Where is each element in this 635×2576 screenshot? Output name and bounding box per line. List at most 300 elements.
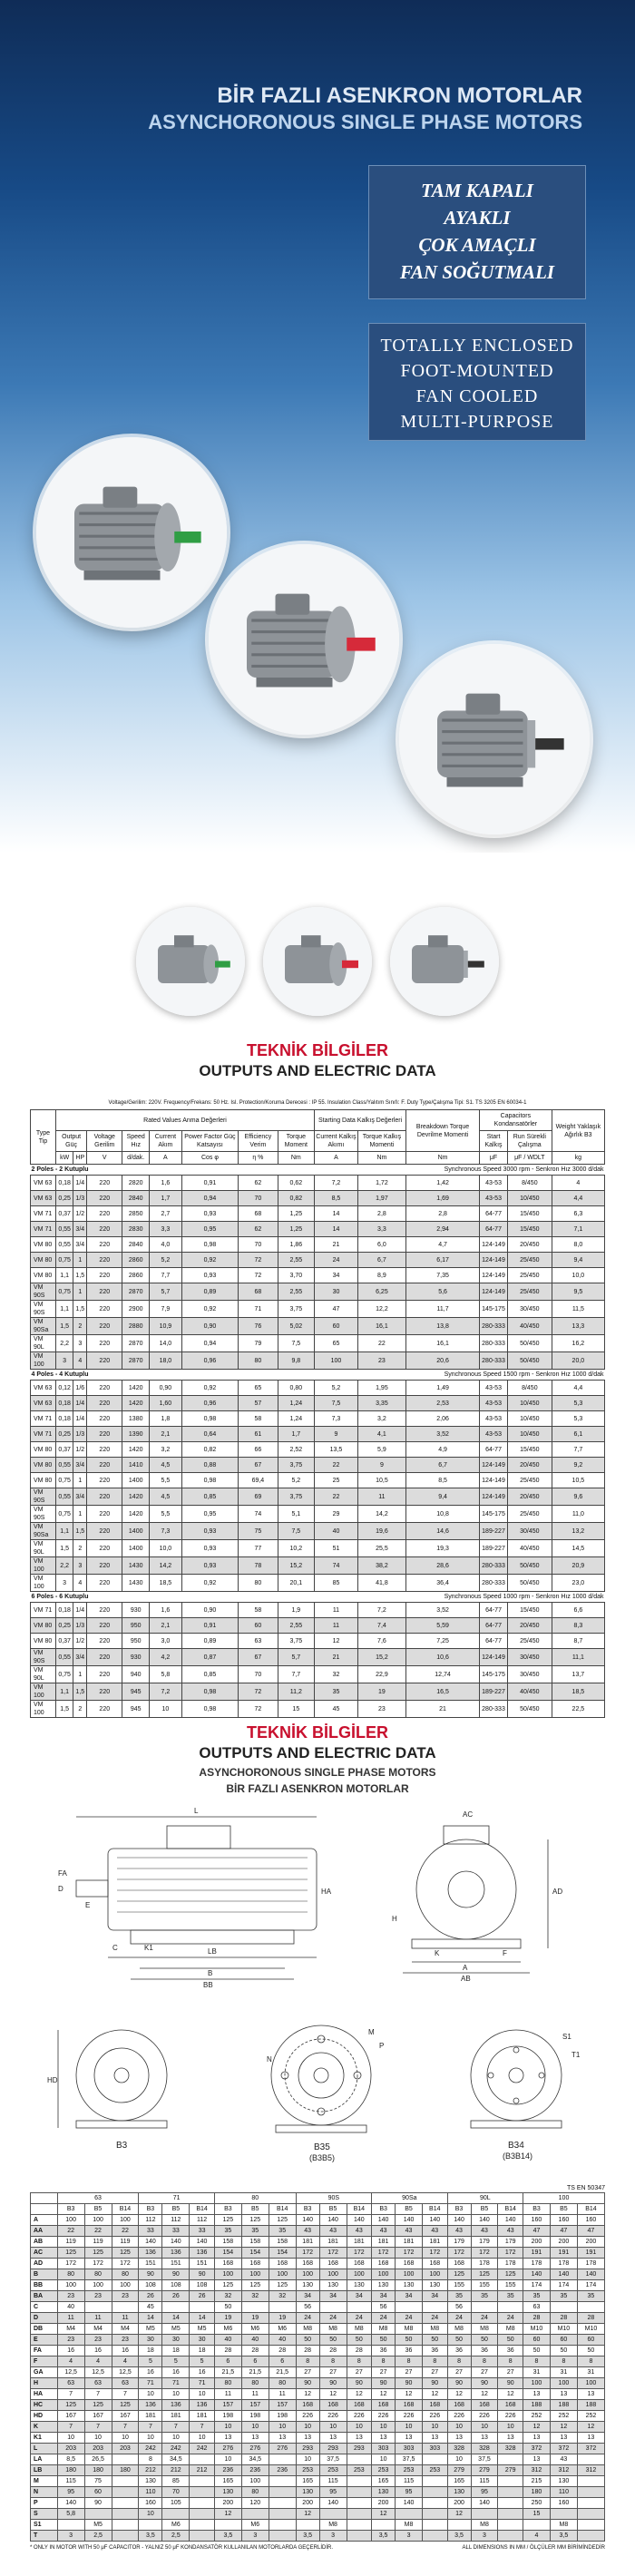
dim-cell: 24 — [423, 2313, 448, 2324]
table-row — [31, 1488, 605, 1506]
dim-cell: 226 — [347, 2411, 372, 2422]
drawing-b35-label: B35 — [314, 2142, 330, 2152]
dim-cell: 328 — [447, 2444, 471, 2454]
table-cell: 1/4 — [73, 1176, 87, 1191]
dim-cell: 95 — [319, 2487, 347, 2498]
table-cell: 18,5 — [552, 1683, 604, 1701]
dim-cell — [139, 2520, 162, 2531]
dim-cell: 160 — [523, 2215, 551, 2226]
dim-cell: 23 — [112, 2335, 139, 2346]
table-cell: 0,64 — [181, 1427, 239, 1442]
dim-cell: 11 — [57, 2313, 84, 2324]
table-cell: 7,4 — [357, 1618, 405, 1634]
dim-cell: 80 — [269, 2378, 296, 2389]
dim-cell: 180 — [112, 2465, 139, 2476]
table-cell: 43-53 — [480, 1176, 508, 1191]
table-cell: 1 — [73, 1666, 87, 1683]
table-row — [31, 1253, 605, 1268]
table-cell: 124-149 — [480, 1458, 508, 1473]
dim-row — [31, 2248, 605, 2259]
dim-cell: 36 — [372, 2346, 396, 2356]
dim-cell: 191 — [523, 2248, 551, 2259]
table-cell: 69,4 — [239, 1473, 278, 1488]
dim-cell: 10 — [162, 2433, 190, 2444]
table-cell: 0,75 — [55, 1506, 73, 1523]
dim-cell: 50 — [214, 2302, 241, 2313]
dim-cell: 136 — [190, 2248, 215, 2259]
table-cell: 11,0 — [552, 1506, 604, 1523]
dim-cell: 180 — [57, 2465, 84, 2476]
dim-cell: 90 — [447, 2378, 471, 2389]
front-view-drawing — [392, 1810, 562, 1983]
dim-cell: M8 — [471, 2520, 498, 2531]
table-cell: 8/450 — [507, 1176, 552, 1191]
dim-cell: 7 — [57, 2389, 84, 2400]
table-cell: 1,69 — [406, 1191, 480, 1206]
table-cell: 5,3 — [552, 1411, 604, 1427]
table-cell: 1 — [73, 1506, 87, 1523]
dim-label: C — [31, 2302, 58, 2313]
table-cell: 280-333 — [480, 1557, 508, 1575]
dim-cell: 35 — [214, 2226, 241, 2237]
motor-type-cell: VM 71 — [31, 1206, 56, 1222]
table-row — [31, 1618, 605, 1634]
small-motor-black — [390, 907, 499, 1016]
dim-cell — [396, 2302, 423, 2313]
table-cell: 41,8 — [357, 1575, 405, 1592]
table-cell: 145-175 — [480, 1666, 508, 1683]
unit-cell: Nm — [357, 1152, 405, 1165]
dim-cell: 23 — [57, 2291, 84, 2302]
dim-cell: 157 — [214, 2400, 241, 2411]
table-cell: 1420 — [122, 1396, 150, 1411]
motor-type-cell: VM 63 — [31, 1381, 56, 1396]
dim-label: H — [31, 2378, 58, 2389]
dim-cell: 56 — [372, 2302, 396, 2313]
dim-cell: 50 — [471, 2335, 498, 2346]
table-cell: 9,8 — [278, 1352, 315, 1370]
table-cell: 0,37 — [55, 1442, 73, 1458]
dim-cell: 10 — [471, 2422, 498, 2433]
small-motor-row — [0, 907, 635, 1034]
dim-cell: 312 — [577, 2465, 604, 2476]
table-cell: 85 — [315, 1575, 358, 1592]
dim-cell: 130 — [372, 2280, 396, 2291]
dim-cell: 22 — [57, 2226, 84, 2237]
dim-cell: 13 — [347, 2433, 372, 2444]
table-cell: 15/450 — [507, 1603, 552, 1618]
dim-cell: 60 — [577, 2335, 604, 2346]
table-cell: 6,25 — [357, 1283, 405, 1301]
table-cell: 22,9 — [357, 1666, 405, 1683]
dim-cell: 36 — [423, 2346, 448, 2356]
dim-row — [31, 2465, 605, 2476]
table-cell: 13,2 — [552, 1523, 604, 1540]
dim-row — [31, 2444, 605, 2454]
dim-label: M — [31, 2476, 58, 2487]
dim-cell: 168 — [296, 2400, 319, 2411]
dim-cell: 140 — [498, 2215, 523, 2226]
dim-cell: 8 — [447, 2356, 471, 2367]
dim-cell: 252 — [577, 2411, 604, 2422]
dim-cell: 15 — [523, 2509, 551, 2520]
th-rated: Rated Values Anma Değerleri — [55, 1110, 314, 1131]
table-cell: 7,6 — [357, 1634, 405, 1649]
th-blank — [31, 2193, 58, 2204]
lbl-AC: AC — [463, 1810, 474, 1819]
table-cell: 0,55 — [55, 1488, 73, 1506]
table-cell: 7,25 — [406, 1634, 480, 1649]
table-cell: 1/3 — [73, 1427, 87, 1442]
mount-type: B5 — [241, 2204, 269, 2215]
dim-cell: 10 — [139, 2509, 162, 2520]
table-row — [31, 1396, 605, 1411]
dim-cell: 372 — [577, 2444, 604, 2454]
mount-row — [31, 2204, 605, 2215]
dim-cell: 168 — [296, 2259, 319, 2269]
dim-cell — [471, 2509, 498, 2520]
table-cell: 124-149 — [480, 1253, 508, 1268]
table-cell: 220 — [87, 1206, 122, 1222]
table-cell: 7,5 — [315, 1396, 358, 1411]
table-cell: 25/450 — [507, 1283, 552, 1301]
dim-cell: 12 — [372, 2509, 396, 2520]
dim-cell: 10 — [372, 2454, 396, 2465]
dim-cell: 35 — [447, 2291, 471, 2302]
mount-type: B3 — [372, 2204, 396, 2215]
table-cell: 100 — [315, 1352, 358, 1370]
table-cell: 945 — [122, 1683, 150, 1701]
table-cell: 220 — [87, 1335, 122, 1352]
dim-cell: 70 — [162, 2487, 190, 2498]
dim-cell: 120 — [241, 2498, 269, 2509]
dim-cell: 4 — [57, 2356, 84, 2367]
table-cell: 3,52 — [406, 1603, 480, 1618]
dim-cell: 236 — [241, 2465, 269, 2476]
dim-cell: M6 — [241, 2324, 269, 2335]
table-cell: 1,5 — [73, 1268, 87, 1283]
table-cell: 0,94 — [181, 1335, 239, 1352]
dim-cell: 188 — [577, 2400, 604, 2411]
dim-cell: 13 — [471, 2433, 498, 2444]
dim-cell: 10 — [372, 2422, 396, 2433]
dim-cell: 130 — [347, 2280, 372, 2291]
dim-cell: 5 — [190, 2356, 215, 2367]
table-cell: 2 — [73, 1318, 87, 1335]
dim-cell: 172 — [347, 2248, 372, 2259]
unit-cell: η % — [239, 1152, 278, 1165]
dim-cell: 172 — [112, 2259, 139, 2269]
dim-cell: M8 — [447, 2324, 471, 2335]
table-cell: 51 — [315, 1540, 358, 1557]
dim-cell — [190, 2487, 215, 2498]
dim-cell: 13 — [396, 2433, 423, 2444]
table-row — [31, 1473, 605, 1488]
dim-cell: 12 — [296, 2389, 319, 2400]
dim-cell — [347, 2520, 372, 2531]
dim-cell: 10 — [396, 2422, 423, 2433]
dim-cell: 168 — [423, 2259, 448, 2269]
table-cell: 64-77 — [480, 1222, 508, 1237]
table-cell: 945 — [122, 1701, 150, 1718]
table-cell: 0,18 — [55, 1176, 73, 1191]
dim-cell — [347, 2454, 372, 2465]
table-cell: 1,6 — [150, 1176, 182, 1191]
dim-cell — [112, 2476, 139, 2487]
dim-cell: 60 — [84, 2487, 112, 2498]
table-cell: 950 — [122, 1634, 150, 1649]
dim-cell — [577, 2487, 604, 2498]
motor-type-cell: VM 100 — [31, 1352, 56, 1370]
dim-cell: 10 — [162, 2389, 190, 2400]
dim-cell: M10 — [577, 2324, 604, 2335]
table-cell: 10 — [150, 1701, 182, 1718]
dim-cell: 90 — [296, 2378, 319, 2389]
table-cell: 1/4 — [73, 1396, 87, 1411]
dim-cell: 100 — [57, 2280, 84, 2291]
dim-cell — [577, 2454, 604, 2465]
dim-cell: 14 — [139, 2313, 162, 2324]
table-cell: 7,2 — [357, 1603, 405, 1618]
spec-table-wrap — [30, 1099, 605, 1718]
dim-cell: 24 — [319, 2313, 347, 2324]
dim-cell: 8 — [498, 2356, 523, 2367]
table-cell: 10/450 — [507, 1396, 552, 1411]
table-cell: 1,1 — [55, 1268, 73, 1283]
dim-cell: 10 — [269, 2422, 296, 2433]
table-cell: 19,3 — [406, 1540, 480, 1557]
dim-cell: 28 — [214, 2346, 241, 2356]
dim-cell — [423, 2498, 448, 2509]
table-cell: 74 — [315, 1557, 358, 1575]
dim-cell: 188 — [523, 2400, 551, 2411]
th-weight: Weight Yaklaşık Ağırlık B3 — [552, 1110, 604, 1152]
dim-cell: 43 — [423, 2226, 448, 2237]
table-cell: 23 — [357, 1352, 405, 1370]
dim-row — [31, 2237, 605, 2248]
table-cell: 30/450 — [507, 1301, 552, 1318]
dim-cell: 10 — [319, 2422, 347, 2433]
motor-type-cell: VM 71 — [31, 1603, 56, 1618]
dim-cell: 13 — [296, 2433, 319, 2444]
dim-cell: 90 — [396, 2378, 423, 2389]
table-cell: 6,7 — [406, 1458, 480, 1473]
dim-cell: 35 — [523, 2291, 551, 2302]
dim-cell: 125 — [447, 2269, 471, 2280]
dim-cell: 140 — [347, 2215, 372, 2226]
table-cell: 1 — [73, 1283, 87, 1301]
table-cell: 1,5 — [73, 1683, 87, 1701]
dim-cell: 34,5 — [241, 2454, 269, 2465]
dim-cell: 24 — [372, 2313, 396, 2324]
dim-cell — [347, 2498, 372, 2509]
dim-cell: 8 — [139, 2454, 162, 2465]
dimension-table-head — [31, 2193, 605, 2215]
dim-cell — [550, 2302, 577, 2313]
dim-cell: 160 — [577, 2215, 604, 2226]
dim-cell: 12 — [214, 2509, 241, 2520]
frame-size: 100 — [523, 2193, 605, 2204]
table-cell: 2850 — [122, 1206, 150, 1222]
dim-cell: 47 — [523, 2226, 551, 2237]
table-cell: 50/450 — [507, 1335, 552, 1352]
dim-cell: 372 — [523, 2444, 551, 2454]
dim-cell: M8 — [296, 2324, 319, 2335]
dim-cell: 47 — [577, 2226, 604, 2237]
mount-type: B3 — [523, 2204, 551, 2215]
lbl-HA: HA — [321, 1888, 332, 1896]
table-cell: 124-149 — [480, 1283, 508, 1301]
table-cell: 280-333 — [480, 1335, 508, 1352]
table-cell: 25/450 — [507, 1473, 552, 1488]
table-cell: 1,24 — [278, 1396, 315, 1411]
frame-row — [31, 2193, 605, 2204]
dim-cell: 90 — [162, 2269, 190, 2280]
table-cell: 145-175 — [480, 1506, 508, 1523]
dim-cell: 10 — [190, 2389, 215, 2400]
dim-cell: 2,5 — [84, 2531, 112, 2542]
dim-cell — [162, 2302, 190, 2313]
dim-cell: 34 — [372, 2291, 396, 2302]
table-cell: 60 — [239, 1618, 278, 1634]
table-cell: 0,93 — [181, 1206, 239, 1222]
dim-cell: 151 — [162, 2259, 190, 2269]
table-cell: 7,5 — [278, 1335, 315, 1352]
table-cell: 1,5 — [55, 1540, 73, 1557]
dim-cell: 168 — [319, 2400, 347, 2411]
table-cell: 1400 — [122, 1473, 150, 1488]
dim-label: LB — [31, 2465, 58, 2476]
dim-cell: 10 — [423, 2422, 448, 2433]
dim-cell: 13 — [447, 2433, 471, 2444]
unit-cell: μF / WDLT — [507, 1152, 552, 1165]
dim-row — [31, 2215, 605, 2226]
section1-title-tr: TEKNİK BİLGİLER — [247, 1041, 388, 1059]
dim-row — [31, 2487, 605, 2498]
dim-cell: 174 — [577, 2280, 604, 2291]
dim-cell: 40 — [269, 2335, 296, 2346]
dim-cell: 8 — [396, 2356, 423, 2367]
dim-label: BB — [31, 2280, 58, 2291]
table-cell: 13,5 — [315, 1442, 358, 1458]
dim-cell: 178 — [550, 2259, 577, 2269]
table-cell: 2880 — [122, 1318, 150, 1335]
dim-cell: 7 — [84, 2422, 112, 2433]
mount-type: B5 — [471, 2204, 498, 2215]
note-capacitor: * ONLY IN MOTOR WITH 50 μF CAPACITOR - YALNIZ 50 μF KONDANSATÖR KULLANILAN MOTORLARDA GEÇERLİDİR. — [30, 2545, 333, 2551]
mount-type: B3 — [57, 2204, 84, 2215]
lbl-LB: LB — [208, 1947, 217, 1956]
dim-cell: 12 — [523, 2422, 551, 2433]
table-row — [31, 1222, 605, 1237]
dim-cell: 26 — [139, 2291, 162, 2302]
table-cell: 5,7 — [150, 1283, 182, 1301]
table-cell: 1,8 — [150, 1411, 182, 1427]
table-cell: 8,5 — [406, 1473, 480, 1488]
table-cell: 2,55 — [278, 1618, 315, 1634]
dim-cell: 26 — [190, 2291, 215, 2302]
dim-cell: 27 — [447, 2367, 471, 2378]
table-cell: 30/450 — [507, 1649, 552, 1666]
table-cell: 0,88 — [181, 1458, 239, 1473]
table-cell: 0,12 — [55, 1381, 73, 1396]
table-cell: 220 — [87, 1603, 122, 1618]
dim-cell: 136 — [190, 2400, 215, 2411]
dim-cell: 136 — [162, 2400, 190, 2411]
dim-cell: 90 — [471, 2378, 498, 2389]
table-cell: 0,93 — [181, 1268, 239, 1283]
dim-cell: 35 — [550, 2291, 577, 2302]
table-cell: 80 — [239, 1575, 278, 1592]
dim-cell: 13 — [577, 2433, 604, 2444]
table-cell: 0,55 — [55, 1649, 73, 1666]
dim-cell: 8 — [471, 2356, 498, 2367]
table-cell: 9,2 — [552, 1458, 604, 1473]
dim-cell — [112, 2498, 139, 2509]
table-cell: 0,98 — [181, 1411, 239, 1427]
table-row — [31, 1603, 605, 1618]
dim-row — [31, 2509, 605, 2520]
table-cell: 0,82 — [278, 1191, 315, 1206]
dim-cell: 31 — [523, 2367, 551, 2378]
lbl-A: A — [463, 1964, 468, 1972]
dim-cell: 43 — [296, 2226, 319, 2237]
th-eff: Efficiency Verim — [239, 1131, 278, 1152]
table-cell: 16,5 — [406, 1683, 480, 1701]
table-cell: 1,49 — [406, 1381, 480, 1396]
hero-banner — [0, 0, 635, 853]
dim-cell: 14 — [162, 2313, 190, 2324]
dim-label: S1 — [31, 2520, 58, 2531]
dim-cell: 22 — [112, 2226, 139, 2237]
dim-cell: 21,5 — [269, 2367, 296, 2378]
dim-cell — [347, 2487, 372, 2498]
unit-cell: Nm — [406, 1152, 480, 1165]
table-row — [31, 1268, 605, 1283]
table-cell: 5,5 — [150, 1473, 182, 1488]
dim-cell: 27 — [498, 2367, 523, 2378]
table-cell: 0,85 — [181, 1488, 239, 1506]
table-cell: 2,8 — [406, 1206, 480, 1222]
lbl-N: N — [267, 2055, 272, 2064]
table-cell: 7,35 — [406, 1268, 480, 1283]
lbl-FA: FA — [58, 1869, 67, 1878]
dim-label: HD — [31, 2411, 58, 2422]
dim-cell: 13 — [577, 2389, 604, 2400]
table-cell: 19,6 — [357, 1523, 405, 1540]
motor-type-cell: VM 90S — [31, 1506, 56, 1523]
table-cell: 124-149 — [480, 1649, 508, 1666]
dim-label: GA — [31, 2367, 58, 2378]
dim-cell: 165 — [296, 2476, 319, 2487]
dim-cell: 80 — [214, 2378, 241, 2389]
spec-table — [30, 1109, 605, 1718]
lbl-T1: T1 — [572, 2051, 581, 2059]
dim-cell: 100 — [112, 2215, 139, 2226]
table-cell: 7,3 — [150, 1523, 182, 1540]
lbl-L: L — [194, 1807, 199, 1815]
dim-cell — [319, 2302, 347, 2313]
dim-cell: 119 — [84, 2237, 112, 2248]
table-cell: 0,55 — [55, 1458, 73, 1473]
dim-cell: 160 — [139, 2498, 162, 2509]
mount-type: B14 — [498, 2204, 523, 2215]
dim-cell: 19 — [214, 2313, 241, 2324]
table-cell: 0,98 — [181, 1473, 239, 1488]
dim-cell: 174 — [523, 2280, 551, 2291]
table-cell: 70 — [239, 1237, 278, 1253]
table-cell: 40 — [315, 1523, 358, 1540]
